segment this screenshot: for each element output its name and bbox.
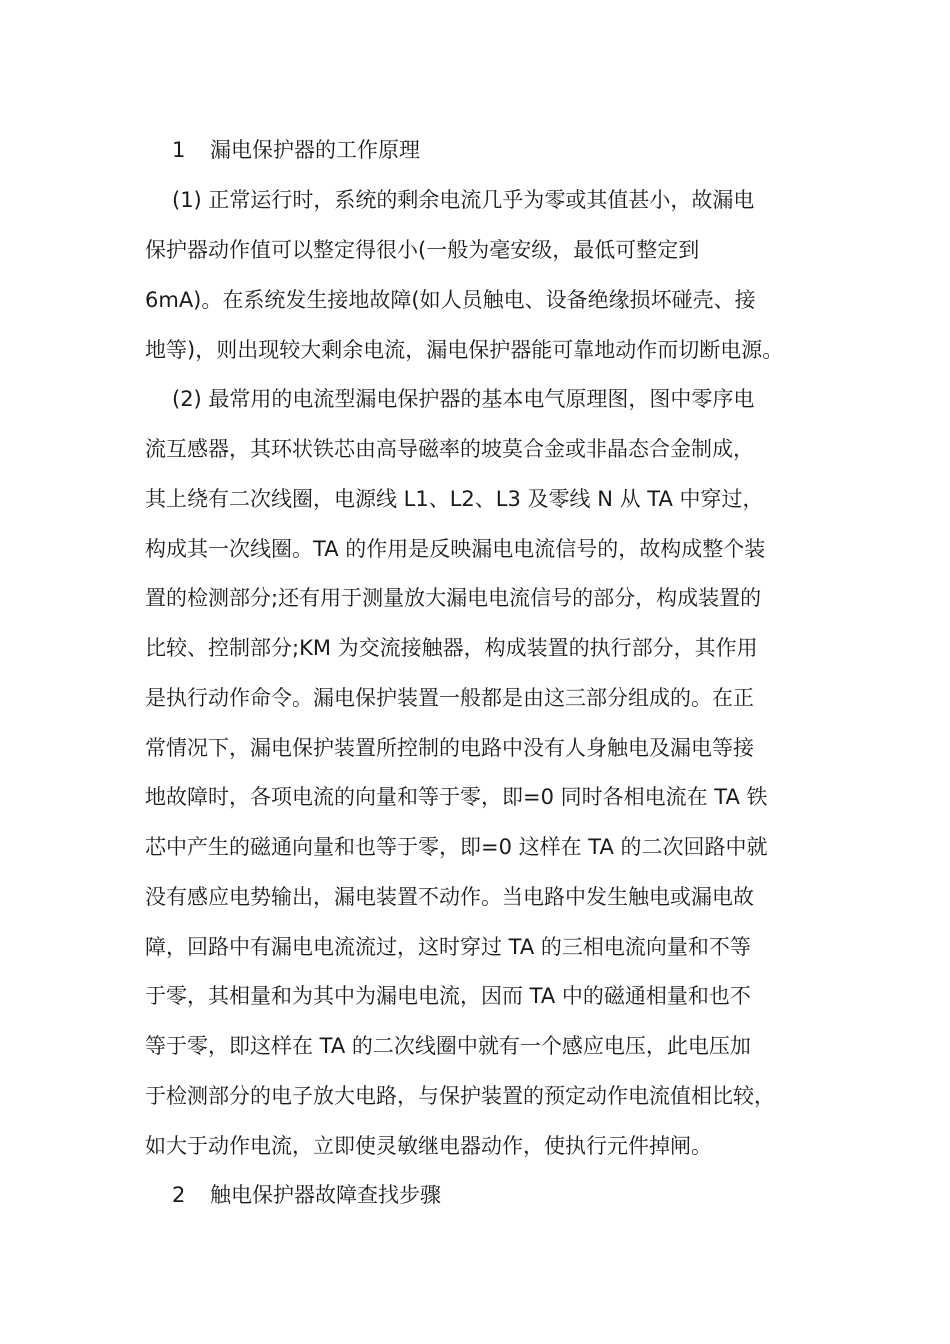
paragraph-line: 障，回路中有漏电电流流过，这时穿过 TA 的三相电流向量和不等 (145, 935, 751, 959)
paragraph-line: 构成其一次线圈。TA 的作用是反映漏电电流信号的，故构成整个装 (145, 537, 766, 561)
heading-number: 1 (172, 138, 186, 162)
section-heading-1 (172, 135, 420, 165)
paragraph-line: 于零，其相量和为其中为漏电电流，因而 TA 中的磁通相量和也不 (145, 984, 751, 1008)
paragraph-line: 6mA)。在系统发生接地故障(如人员触电、设备绝缘损坏碰壳、接 (145, 288, 756, 312)
paragraph-line: 没有感应电势输出，漏电装置不动作。当电路中发生触电或漏电故 (145, 885, 754, 909)
paragraph-line: (2) 最常用的电流型漏电保护器的基本电气原理图，图中零序电 (172, 387, 755, 411)
paragraph-line: 置的检测部分;还有用于测量放大漏电电流信号的部分，构成装置的 (145, 586, 762, 610)
paragraph-line: 芯中产生的磁通向量和也等于零，即=0 这样在 TA 的二次回路中就 (145, 835, 768, 859)
paragraph-line: (1) 正常运行时，系统的剩余电流几乎为零或其值甚小，故漏电 (172, 188, 755, 212)
paragraph-line: 流互感器，其环状铁芯由高导磁率的坡莫合金或非晶态合金制成， (145, 437, 754, 461)
paragraph-line: 地等)，则出现较大剩余电流，漏电保护器能可靠地动作而切断电源。 (145, 338, 784, 362)
paragraph-line: 于检测部分的电子放大电路，与保护装置的预定动作电流值相比较， (145, 1084, 775, 1108)
paragraph-line: 是执行动作命令。漏电保护装置一般都是由这三部分组成的。在正 (145, 686, 754, 710)
paragraph-line: 常情况下，漏电保护装置所控制的电路中没有人身触电及漏电等接 (145, 736, 754, 760)
section-heading-2 (172, 1180, 441, 1210)
paragraph-line: 等于零，即这样在 TA 的二次线圈中就有一个感应电压，此电压加 (145, 1034, 751, 1058)
paragraph-line: 地故障时，各项电流的向量和等于零，即=0 同时各相电流在 TA 铁 (145, 785, 768, 809)
heading-number: 2 (172, 1183, 186, 1207)
heading-text: 触电保护器故障查找步骤 (210, 1183, 441, 1207)
paragraph-line: 如大于动作电流，立即使灵敏继电器动作，使执行元件掉闸。 (145, 1134, 712, 1158)
paragraph-line: 保护器动作值可以整定得很小(一般为毫安级，最低可整定到 (145, 238, 700, 262)
heading-text: 漏电保护器的工作原理 (210, 138, 420, 162)
paragraph-line: 比较、控制部分;KM 为交流接触器，构成装置的执行部分，其作用 (145, 636, 758, 660)
paragraph-line: 其上绕有二次线圈，电源线 L1、L2、L3 及零线 N 从 TA 中穿过， (145, 487, 764, 511)
